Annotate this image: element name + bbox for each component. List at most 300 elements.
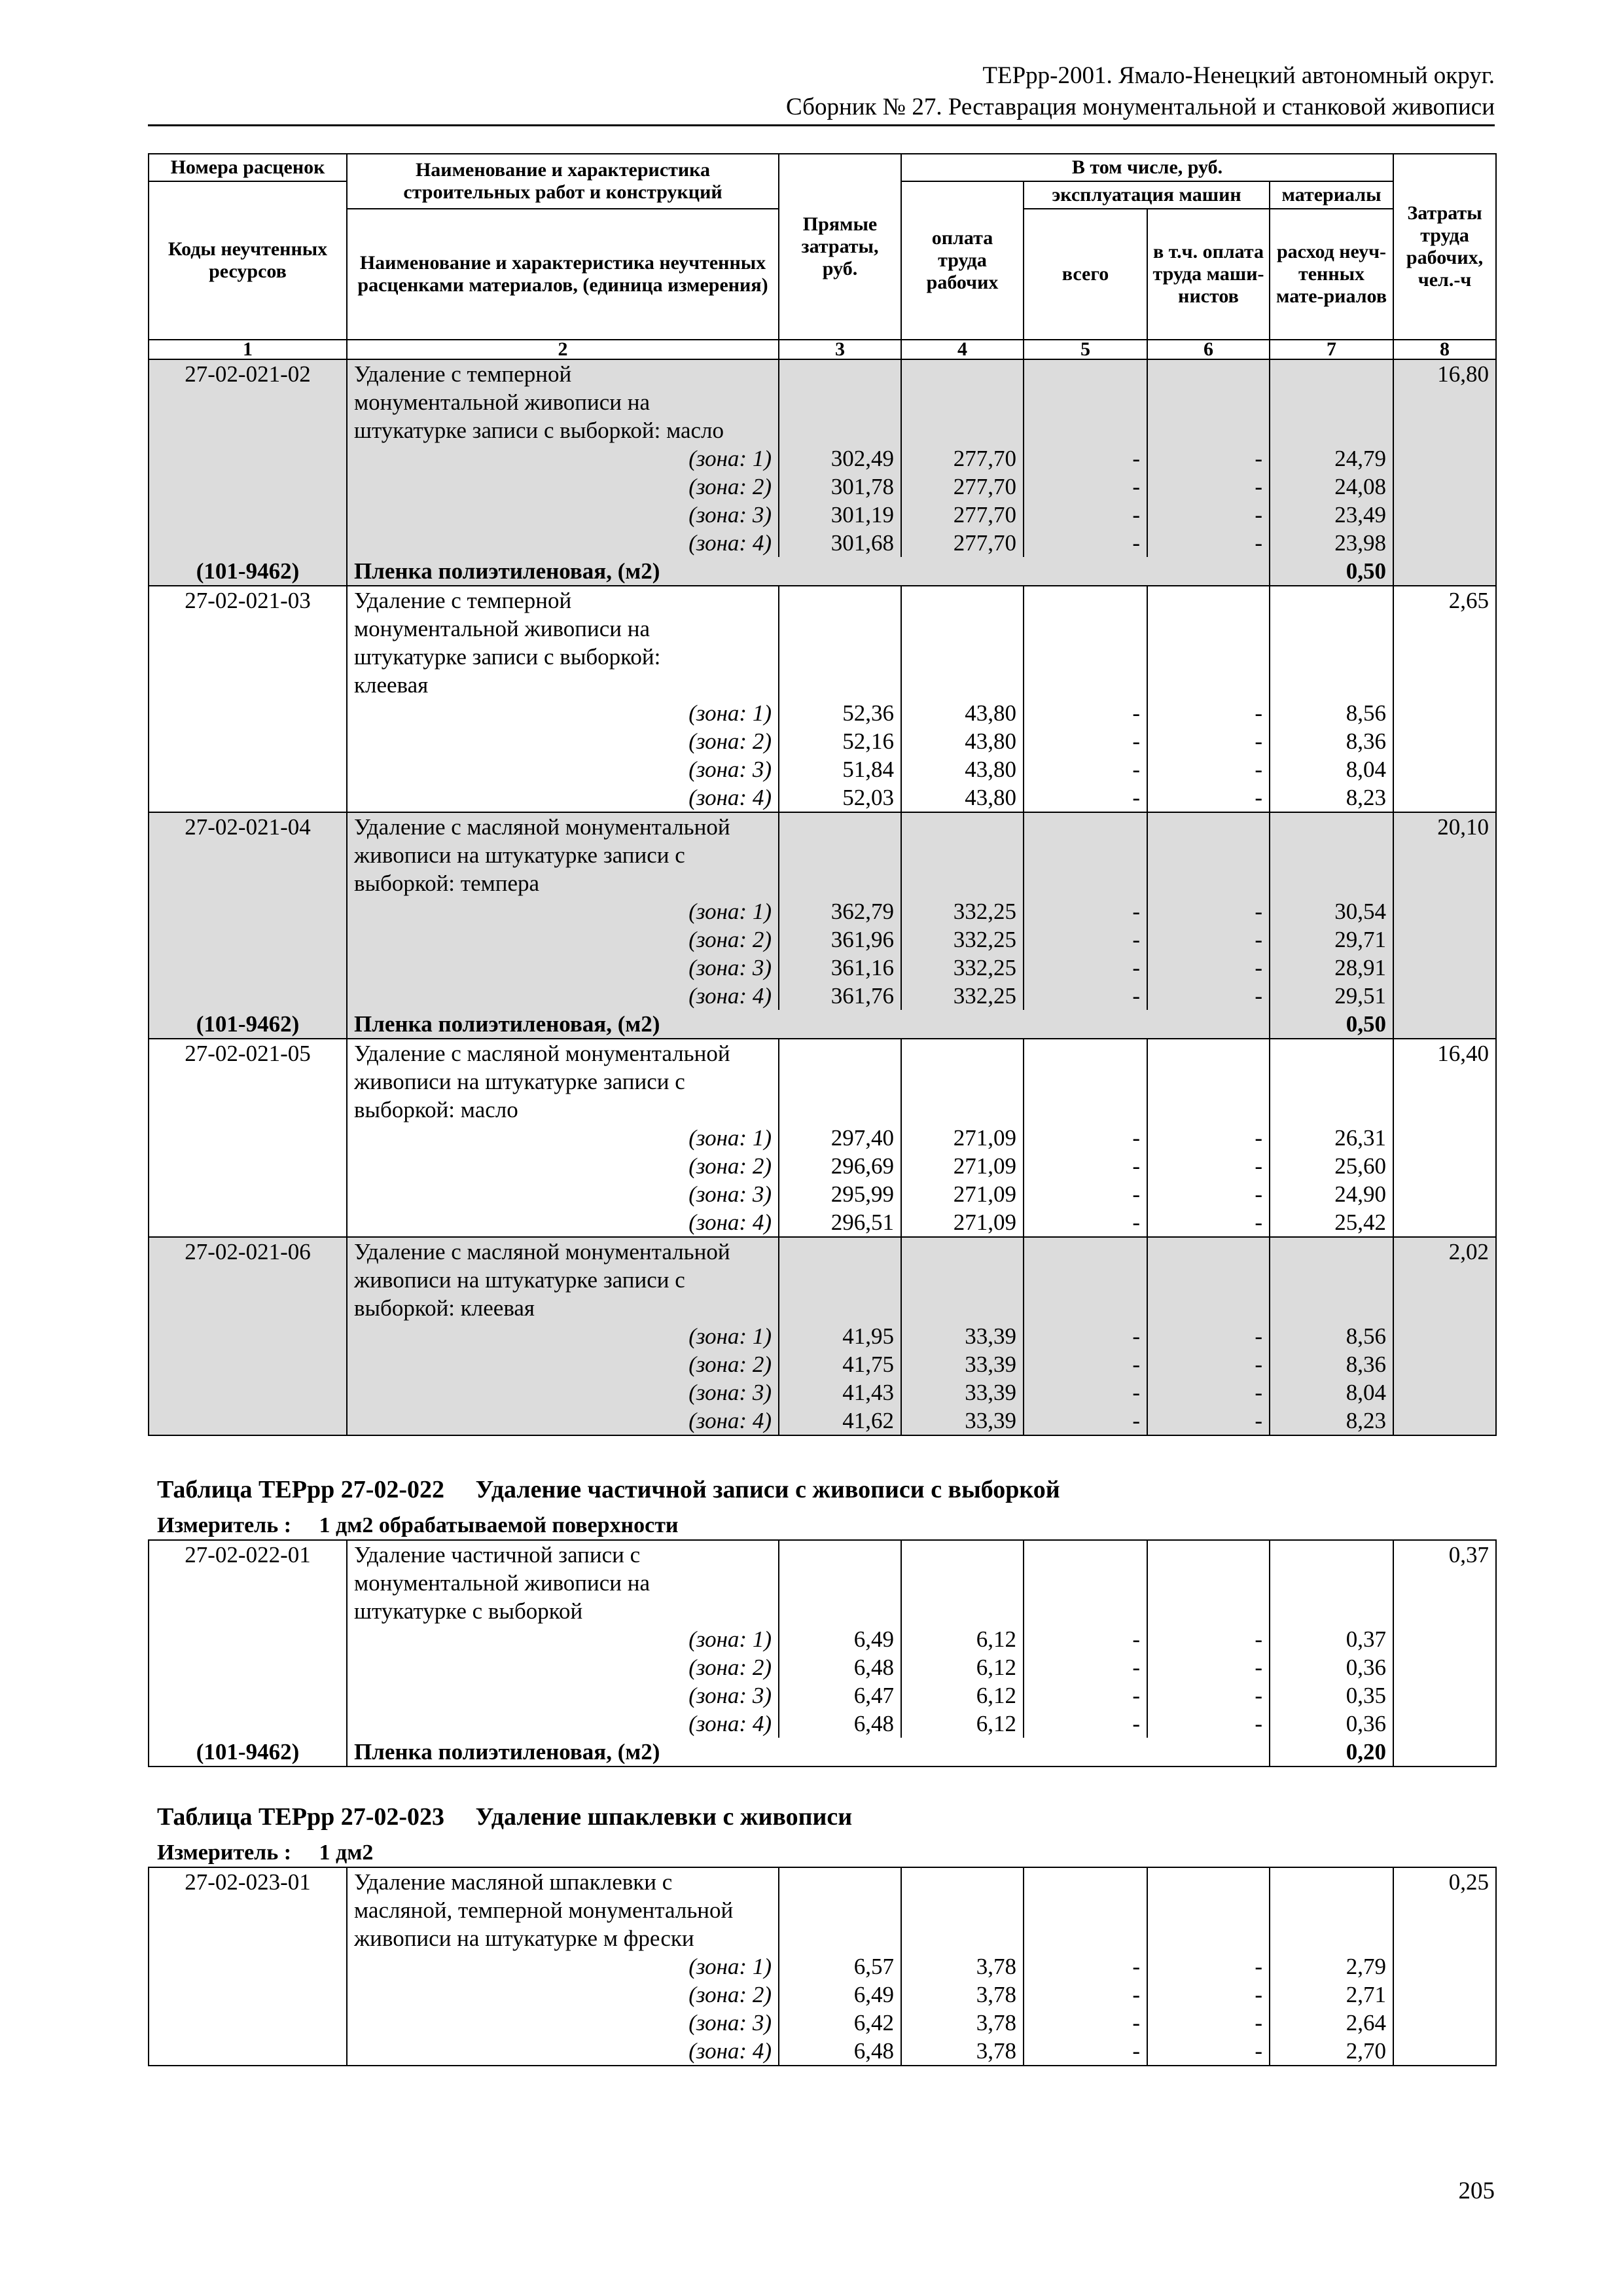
zone-row	[149, 2037, 1496, 2066]
materials-value: 8,04	[1270, 1378, 1393, 1407]
resource-name: Пленка полиэтиленовая, (м2)	[347, 1010, 1270, 1039]
materials-value: 8,56	[1270, 1322, 1393, 1350]
zone-label: (зона: 4)	[347, 2037, 779, 2066]
machinist-pay: -	[1147, 1952, 1270, 1981]
rates-table-023	[148, 1867, 1497, 2066]
empty-cell	[1270, 1096, 1393, 1124]
empty-cell	[1147, 869, 1270, 897]
empty-cell	[1393, 1208, 1496, 1237]
labor-costs	[1393, 1067, 1496, 1096]
empty-cell	[1024, 1597, 1147, 1625]
machines-total: -	[1024, 2037, 1147, 2066]
meter-023: Измеритель : 1 дм2	[157, 1840, 374, 1865]
rate-code: 27-02-021-02	[149, 359, 347, 388]
machines-total: -	[1024, 783, 1147, 812]
labor-pay: 3,78	[901, 2037, 1024, 2066]
machinist-pay: -	[1147, 699, 1270, 727]
empty-cell	[1393, 755, 1496, 783]
rate-code	[149, 388, 347, 416]
rate-code	[149, 869, 347, 897]
rate-description-row	[149, 1924, 1496, 1952]
machinist-pay: -	[1147, 925, 1270, 954]
zone-row	[149, 982, 1496, 1010]
column-number: 1	[149, 340, 347, 359]
direct-costs: 52,03	[779, 783, 901, 812]
machines-total: -	[1024, 2009, 1147, 2037]
rate-code	[149, 1096, 347, 1124]
materials-value: 2,64	[1270, 2009, 1393, 2037]
machines-total: -	[1024, 1681, 1147, 1710]
direct-costs: 6,47	[779, 1681, 901, 1710]
rate-description-line: монументальной живописи на	[347, 1569, 779, 1597]
labor-pay: 332,25	[901, 897, 1024, 925]
machinist-pay: -	[1147, 501, 1270, 529]
machines-total: -	[1024, 727, 1147, 755]
empty-cell	[901, 1294, 1024, 1322]
header-unaccounted-materials: расход неуч-тенных мате-риалов	[1270, 209, 1393, 340]
machinist-pay: -	[1147, 1124, 1270, 1152]
labor-costs: 0,25	[1393, 1867, 1496, 1896]
materials-value: 25,42	[1270, 1208, 1393, 1237]
labor-pay: 332,25	[901, 925, 1024, 954]
machinist-pay: -	[1147, 1152, 1270, 1180]
empty-cell	[1393, 1180, 1496, 1208]
zone-row	[149, 699, 1496, 727]
zone-row	[149, 1407, 1496, 1435]
zone-row	[149, 1653, 1496, 1681]
empty-cell	[149, 501, 347, 529]
machines-total: -	[1024, 444, 1147, 473]
rate-description-line: живописи на штукатурке м фрески	[347, 1924, 779, 1952]
zone-label: (зона: 3)	[347, 2009, 779, 2037]
empty-cell	[149, 1710, 347, 1738]
labor-costs	[1393, 1096, 1496, 1124]
empty-cell	[149, 529, 347, 557]
machinist-pay: -	[1147, 529, 1270, 557]
labor-pay: 43,80	[901, 783, 1024, 812]
header-including: В том числе, руб.	[901, 154, 1393, 181]
machinist-pay: -	[1147, 1625, 1270, 1653]
zone-label: (зона: 3)	[347, 501, 779, 529]
rate-description-row	[149, 416, 1496, 444]
materials-value: 8,36	[1270, 727, 1393, 755]
rate-description-line: штукатурке записи с выборкой: масло	[347, 416, 779, 444]
labor-pay: 277,70	[901, 444, 1024, 473]
zone-label: (зона: 2)	[347, 1350, 779, 1378]
zone-label: (зона: 3)	[347, 954, 779, 982]
empty-cell	[1393, 1710, 1496, 1738]
empty-cell	[149, 1322, 347, 1350]
materials-value: 2,79	[1270, 1952, 1393, 1981]
empty-cell	[901, 1067, 1024, 1096]
labor-pay: 3,78	[901, 2009, 1024, 2037]
empty-cell	[1393, 699, 1496, 727]
empty-cell	[1393, 444, 1496, 473]
empty-cell	[779, 643, 901, 671]
resource-value: 0,50	[1270, 1010, 1393, 1039]
materials-value: 0,36	[1270, 1653, 1393, 1681]
empty-cell	[149, 2037, 347, 2066]
machinist-pay: -	[1147, 1208, 1270, 1237]
empty-cell	[1024, 671, 1147, 699]
empty-cell	[1270, 1924, 1393, 1952]
rate-row	[149, 1039, 1496, 1067]
empty-cell	[901, 1896, 1024, 1924]
labor-costs: 2,65	[1393, 586, 1496, 615]
labor-costs	[1393, 1924, 1496, 1952]
zone-row	[149, 1710, 1496, 1738]
direct-costs: 51,84	[779, 755, 901, 783]
empty-cell	[1270, 359, 1393, 388]
empty-cell	[1270, 388, 1393, 416]
rate-code	[149, 643, 347, 671]
machines-total: -	[1024, 1208, 1147, 1237]
rate-description-row	[149, 869, 1496, 897]
zone-row	[149, 1208, 1496, 1237]
zone-row	[149, 1625, 1496, 1653]
page-header	[148, 60, 1495, 126]
empty-cell	[149, 1180, 347, 1208]
empty-cell	[1393, 2009, 1496, 2037]
rate-code	[149, 1067, 347, 1096]
materials-value: 0,36	[1270, 1710, 1393, 1738]
empty-cell	[779, 615, 901, 643]
machines-total: -	[1024, 529, 1147, 557]
empty-cell	[1147, 586, 1270, 615]
empty-cell	[1147, 671, 1270, 699]
empty-cell	[1393, 1981, 1496, 2009]
empty-cell	[149, 2009, 347, 2037]
labor-costs	[1393, 1896, 1496, 1924]
zone-label: (зона: 1)	[347, 1124, 779, 1152]
header-machines: эксплуатация машин	[1024, 181, 1270, 209]
zone-row	[149, 1124, 1496, 1152]
column-number: 4	[901, 340, 1024, 359]
direct-costs: 6,48	[779, 1653, 901, 1681]
zone-row	[149, 1350, 1496, 1378]
zone-label: (зона: 1)	[347, 699, 779, 727]
zone-label: (зона: 1)	[347, 1952, 779, 1981]
direct-costs: 302,49	[779, 444, 901, 473]
rate-description-row	[149, 1896, 1496, 1924]
materials-value: 2,70	[1270, 2037, 1393, 2066]
empty-cell	[1393, 1322, 1496, 1350]
empty-cell	[901, 388, 1024, 416]
zone-label: (зона: 2)	[347, 473, 779, 501]
direct-costs: 52,16	[779, 727, 901, 755]
materials-value: 8,56	[1270, 699, 1393, 727]
zone-row	[149, 783, 1496, 812]
empty-cell	[779, 1896, 901, 1924]
empty-cell	[1270, 1294, 1393, 1322]
empty-cell	[1147, 841, 1270, 869]
zone-label: (зона: 2)	[347, 1981, 779, 2009]
empty-cell	[1024, 1867, 1147, 1896]
resource-code: (101-9462)	[149, 1738, 347, 1767]
empty-cell	[1393, 1350, 1496, 1378]
empty-cell	[1270, 586, 1393, 615]
rate-code	[149, 1924, 347, 1952]
empty-cell	[1270, 1237, 1393, 1266]
empty-cell	[779, 1569, 901, 1597]
header-machines-total: всего	[1024, 209, 1147, 340]
rate-description-line: живописи на штукатурке записи с	[347, 841, 779, 869]
empty-cell	[779, 1540, 901, 1569]
empty-cell	[779, 359, 901, 388]
zone-label: (зона: 1)	[347, 1625, 779, 1653]
rate-description-row	[149, 841, 1496, 869]
machinist-pay: -	[1147, 1180, 1270, 1208]
direct-costs: 6,48	[779, 2037, 901, 2066]
machines-total: -	[1024, 1124, 1147, 1152]
machinist-pay: -	[1147, 1407, 1270, 1435]
table-body	[149, 1540, 1496, 1767]
machinist-pay: -	[1147, 1350, 1270, 1378]
empty-cell	[901, 1039, 1024, 1067]
machines-total: -	[1024, 1322, 1147, 1350]
empty-cell	[779, 1039, 901, 1067]
rate-description-line: Удаление масляной шпаклевки с	[347, 1867, 779, 1896]
machinist-pay: -	[1147, 727, 1270, 755]
rates-table-022	[148, 1539, 1497, 1767]
empty-cell	[1393, 1152, 1496, 1180]
labor-pay: 43,80	[901, 727, 1024, 755]
direct-costs: 6,57	[779, 1952, 901, 1981]
rate-code	[149, 671, 347, 699]
rate-description-line: выборкой: темпера	[347, 869, 779, 897]
machines-total: -	[1024, 1407, 1147, 1435]
empty-cell	[1024, 1266, 1147, 1294]
labor-costs: 16,40	[1393, 1039, 1496, 1067]
rate-code: 27-02-021-06	[149, 1237, 347, 1266]
rate-description-line: масляной, темперной монументальной	[347, 1896, 779, 1924]
labor-pay: 3,78	[901, 1981, 1024, 2009]
zone-label: (зона: 3)	[347, 755, 779, 783]
zone-label: (зона: 3)	[347, 1180, 779, 1208]
empty-cell	[1147, 1540, 1270, 1569]
empty-cell	[149, 1124, 347, 1152]
zone-label: (зона: 4)	[347, 1407, 779, 1435]
zone-row	[149, 501, 1496, 529]
empty-cell	[901, 1569, 1024, 1597]
empty-cell	[1270, 841, 1393, 869]
empty-cell	[1147, 1597, 1270, 1625]
labor-costs	[1393, 615, 1496, 643]
empty-cell	[779, 812, 901, 841]
zone-label: (зона: 1)	[347, 897, 779, 925]
empty-cell	[149, 1350, 347, 1378]
table-body	[149, 359, 1496, 1435]
empty-cell	[1024, 1237, 1147, 1266]
labor-costs	[1393, 1597, 1496, 1625]
zone-row	[149, 1152, 1496, 1180]
empty-cell	[1024, 812, 1147, 841]
machines-total: -	[1024, 897, 1147, 925]
materials-value: 24,79	[1270, 444, 1393, 473]
page-number: 205	[1458, 2178, 1495, 2204]
labor-costs: 0,37	[1393, 1540, 1496, 1569]
rate-description-row	[149, 1067, 1496, 1096]
rate-description-line: Удаление с темперной	[347, 586, 779, 615]
table-title-023: Таблица ТЕРрр 27-02-023 Удаление шпаклевки с живописи	[157, 1803, 853, 1831]
empty-cell	[1270, 1039, 1393, 1067]
empty-cell	[1270, 671, 1393, 699]
rate-row	[149, 812, 1496, 841]
rate-code	[149, 1294, 347, 1322]
zone-label: (зона: 3)	[347, 1378, 779, 1407]
column-number: 3	[779, 340, 901, 359]
empty-cell	[779, 1096, 901, 1124]
header-line-2: Сборник № 27. Реставрация монументальной и станковой живописи	[785, 94, 1495, 120]
empty-cell	[1147, 615, 1270, 643]
machines-total: -	[1024, 699, 1147, 727]
zone-row	[149, 473, 1496, 501]
materials-value: 25,60	[1270, 1152, 1393, 1180]
empty-cell	[1147, 1569, 1270, 1597]
empty-cell	[1393, 501, 1496, 529]
labor-pay: 33,39	[901, 1378, 1024, 1407]
machinist-pay: -	[1147, 1322, 1270, 1350]
direct-costs: 6,49	[779, 1625, 901, 1653]
empty-cell	[1147, 1039, 1270, 1067]
column-number: 2	[347, 340, 779, 359]
labor-pay: 6,12	[901, 1653, 1024, 1681]
labor-costs	[1393, 671, 1496, 699]
empty-cell	[149, 897, 347, 925]
empty-cell	[779, 586, 901, 615]
empty-cell	[1024, 643, 1147, 671]
labor-costs	[1393, 1569, 1496, 1597]
empty-cell	[779, 671, 901, 699]
labor-costs: 16,80	[1393, 359, 1496, 388]
rate-description-line: клеевая	[347, 671, 779, 699]
empty-cell	[1147, 1294, 1270, 1322]
empty-cell	[149, 1981, 347, 2009]
column-number: 5	[1024, 340, 1147, 359]
empty-cell	[1393, 1625, 1496, 1653]
header-rate-numbers: Номера расценок	[149, 154, 347, 181]
materials-value: 26,31	[1270, 1124, 1393, 1152]
materials-value: 8,23	[1270, 1407, 1393, 1435]
empty-cell	[1147, 388, 1270, 416]
rate-description-line: живописи на штукатурке записи с	[347, 1067, 779, 1096]
empty-cell	[149, 473, 347, 501]
empty-cell	[149, 755, 347, 783]
empty-cell	[901, 1096, 1024, 1124]
rate-description-line: монументальной живописи на	[347, 388, 779, 416]
empty-cell	[901, 416, 1024, 444]
empty-cell	[901, 359, 1024, 388]
direct-costs: 295,99	[779, 1180, 901, 1208]
machines-total: -	[1024, 1653, 1147, 1681]
empty-cell	[149, 1407, 347, 1435]
zone-row	[149, 529, 1496, 557]
labor-pay: 43,80	[901, 699, 1024, 727]
machinist-pay: -	[1147, 897, 1270, 925]
empty-cell	[1024, 416, 1147, 444]
materials-value: 28,91	[1270, 954, 1393, 982]
zone-label: (зона: 4)	[347, 783, 779, 812]
labor-pay: 3,78	[901, 1952, 1024, 1981]
empty-cell	[779, 1294, 901, 1322]
empty-cell	[1393, 954, 1496, 982]
direct-costs: 6,42	[779, 2009, 901, 2037]
labor-pay: 277,70	[901, 529, 1024, 557]
empty-cell	[901, 1597, 1024, 1625]
direct-costs: 361,76	[779, 982, 901, 1010]
empty-cell	[779, 416, 901, 444]
rate-description-line: Удаление частичной записи с	[347, 1540, 779, 1569]
zone-row	[149, 1322, 1496, 1350]
rate-code: 27-02-021-05	[149, 1039, 347, 1067]
rate-description-row	[149, 643, 1496, 671]
resource-value: 0,20	[1270, 1738, 1393, 1767]
empty-cell	[149, 1152, 347, 1180]
rate-code	[149, 1569, 347, 1597]
rate-code: 27-02-021-04	[149, 812, 347, 841]
zone-row	[149, 727, 1496, 755]
column-number: 6	[1147, 340, 1270, 359]
rate-description-row	[149, 1266, 1496, 1294]
rate-description-line: Удаление с масляной монументальной	[347, 812, 779, 841]
empty-cell	[1393, 1952, 1496, 1981]
rates-table-021	[148, 153, 1497, 1436]
empty-cell	[779, 388, 901, 416]
labor-costs	[1393, 869, 1496, 897]
labor-pay: 33,39	[901, 1322, 1024, 1350]
empty-cell	[1270, 1896, 1393, 1924]
empty-cell	[1024, 1039, 1147, 1067]
zone-row	[149, 954, 1496, 982]
labor-pay: 6,12	[901, 1710, 1024, 1738]
empty-cell	[901, 586, 1024, 615]
rate-description-row	[149, 388, 1496, 416]
empty-cell	[779, 841, 901, 869]
materials-value: 23,49	[1270, 501, 1393, 529]
rate-code: 27-02-021-03	[149, 586, 347, 615]
rate-description-row	[149, 671, 1496, 699]
direct-costs: 297,40	[779, 1124, 901, 1152]
empty-cell	[149, 1378, 347, 1407]
meter-022: Измеритель : 1 дм2 обрабатываемой поверхности	[157, 1513, 679, 1537]
rate-description-row	[149, 615, 1496, 643]
machines-total: -	[1024, 1952, 1147, 1981]
table-body	[149, 1867, 1496, 2066]
empty-cell	[1147, 1237, 1270, 1266]
empty-cell	[779, 1237, 901, 1266]
materials-value: 24,08	[1270, 473, 1393, 501]
zone-row	[149, 444, 1496, 473]
rate-description-line: штукатурке записи с выборкой:	[347, 643, 779, 671]
materials-value: 0,35	[1270, 1681, 1393, 1710]
empty-cell	[1270, 1867, 1393, 1896]
rate-code	[149, 416, 347, 444]
machines-total: -	[1024, 1350, 1147, 1378]
rate-description-line: Удаление с масляной монументальной	[347, 1039, 779, 1067]
empty-cell	[1147, 1924, 1270, 1952]
header-materials: материалы	[1270, 181, 1393, 209]
direct-costs: 301,19	[779, 501, 901, 529]
empty-cell	[1393, 2037, 1496, 2066]
direct-costs: 361,96	[779, 925, 901, 954]
rate-code	[149, 1896, 347, 1924]
labor-pay: 6,12	[901, 1681, 1024, 1710]
materials-value: 30,54	[1270, 897, 1393, 925]
empty-cell	[1393, 1124, 1496, 1152]
machinist-pay: -	[1147, 1710, 1270, 1738]
header-direct-costs: Прямые затраты, руб.	[779, 154, 901, 340]
zone-label: (зона: 4)	[347, 1710, 779, 1738]
